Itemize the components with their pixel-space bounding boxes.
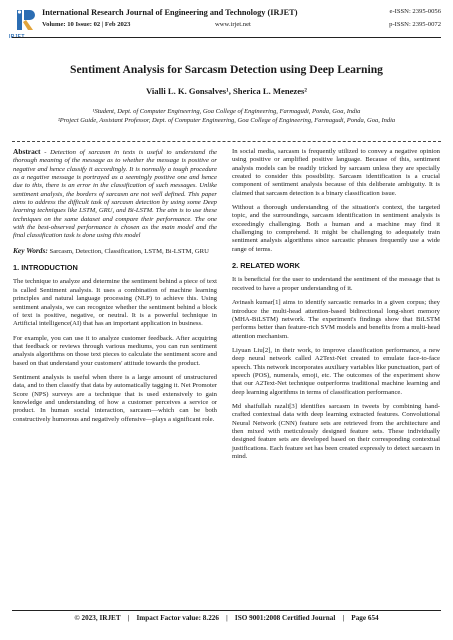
keywords: [13, 247, 217, 256]
left-column: [13, 148, 217, 430]
affiliation-2: ²Project Guide, Assistant Professor, Dept. of Computer Engineering, Goa College of Engineering, Farmagudi, Ponda, Goa, India: [57, 117, 396, 124]
journal-website: www.irjet.net: [215, 21, 251, 28]
intro-paragraph-5: Without a thorough understanding of the situation's context, the targeted topic, and the surroundings, sarcasm identification in sentiment analysis is exceedingly challenging. Both a human and a machine may find it challenging to comprehend. It might be challenging to adequately train sentiment analysis algorithms since sarcastic phrases frequently use a wide range of terms.: [232, 204, 440, 253]
intro-paragraph-3: Sentiment analysis is useful when there is a large amount of unstructured data, and to then classify that data by automatically tagging it. Net Promoter Score (NPS) surveys are a technique that is used extensively to gain knowledge and understanding of how a customer perceives a service or product. In human social interaction, sarcasm—which can be both constructively humorous and negatively offensive—plays a significant role.: [13, 373, 217, 423]
related-paragraph-4: Md shaifullah razali[3] identifies sarcasm in tweets by combining hand-crafted contextual data with deep learning extracted features. Convolutional Neural Network (CNN) feature sets are retrieved from the architecture and then mixed with meticulously designed feature sets. These individually designed feature sets are developed based on their corresponding contextual justifications. Each feature set has been created expressly to detect sarcasm in mind.: [232, 402, 440, 460]
keywords-label: Key Words:: [13, 245, 48, 255]
header-divider: [12, 37, 441, 38]
abstract: [13, 148, 217, 241]
p-issn: p-ISSN: 2395-0072: [389, 21, 441, 28]
right-column: [232, 148, 440, 467]
e-issn: e-ISSN: 2395-0056: [389, 8, 441, 15]
volume-issue: Volume: 10 Issue: 02 | Feb 2023: [42, 21, 131, 28]
related-paragraph-1: It is beneficial for the user to understand the sentiment of the message that is received to have a proper understanding of it.: [232, 276, 440, 292]
affiliation-1: ¹Student, Dept. of Computer Engineering, Goa College of Engineering, Farmagudi, Ponda, Goa, India: [92, 108, 361, 115]
abstract-label: Abstract: [13, 147, 41, 156]
related-paragraph-3: Liyuan Liu[2], in their work, to improve classification performance, a new deep neural network called A2Text-Net created to emulate face-to-face speech. This network incorporates auxiliary variables like punctuation, part of speech (POS), numerals, emoji, etc. The outcomes of the experiment show that our A2Text-Net technique outperforms traditional machine learning and deep learning algorithms in terms of classification performance.: [232, 346, 440, 396]
page-header: [0, 0, 453, 44]
paper-authors: Vialli L. K. Gonsalves¹, Sherica L. Menezes²: [146, 86, 307, 96]
intro-heading: 1. INTRODUCTION: [13, 263, 78, 273]
keywords-text: Sarcasm, Detection, Classification, LSTM, Bi-LSTM, GRU: [47, 247, 209, 255]
related-work-heading: 2. RELATED WORK: [232, 261, 301, 271]
journal-name: International Research Journal of Engineering and Technology (IRJET): [42, 8, 298, 17]
page-footer: © 2023, IRJET | Impact Factor value: 8.226 | ISO 9001:2008 Certified Journal | Page 654: [74, 614, 379, 622]
logo-label: IRJET: [9, 34, 25, 40]
related-paragraph-2: Avinash kumar[1] aims to identify sarcastic remarks in a given corpus; they introduce the multi-head attention-based bidirectional long-short memory (MHA-BiLSTM) network. The experiment's findings show that BiLSTM performs better than feature-rich SVM models and benefits from a multi-head attention mechanism.: [232, 299, 440, 340]
abstract-text: - Detection of sarcasm in texts is useful to understand the thorough meaning of the message as to whether the message is positive or negative and hence classify it accordingly. It is normally a tough procedure as a negative message is portrayed as a seemingly positive one and hence due to this, there is an error in the classification of such messages. Unlike sentiment analysis, the borders of sarcasm are not well defined. This paper aims to address the difficult task of sarcasm detection by using some Deep learning techniques like LSTM, GRU, and Bi-LSTM. The aim is to use these techniques on the same dataset and compare their performance. The one with the best-observed performance is chosen as the main model and the final classification task is done using this model: [13, 149, 217, 240]
intro-paragraph-1: The technique to analyze and determine the sentiment behind a piece of text is called Sentiment analysis. It uses a combination of machine learning principles and natural language processing (NLP) to achieve this. Using sentiment analysis, we can recognize whether the sentiment behind a block of text is positive, negative, or neutral. It is a powerful technique in Artificial intelligence(AI) that has an important application in business.: [13, 278, 217, 328]
intro-paragraph-2: For example, you can use it to analyze customer feedback. After acquiring that feedback or reviews through various mediums, you can run sentiment analysis algorithms on those text pieces to calculate the sentiment score and based on that understand your customers' attitude towards the product.: [13, 334, 217, 367]
footer-divider: [12, 610, 441, 611]
paper-title: Sentiment Analysis for Sarcasm Detection using Deep Learning: [70, 63, 383, 76]
intro-paragraph-4: In social media, sarcasm is frequently utilized to convey a negative opinion using positive or amplified positive language. Because of this, sentiment analysis models can be readily tricked by sarcasm unless they are specially created to consider this possibility. Sarcasm identification is a crucial component of sentiment analysis because of this deliberate ambiguity. It is claimed that sarcasm detection is a binary classification issue.: [232, 148, 440, 197]
section-separator: [12, 141, 441, 142]
irjet-logo-icon: [14, 8, 36, 34]
